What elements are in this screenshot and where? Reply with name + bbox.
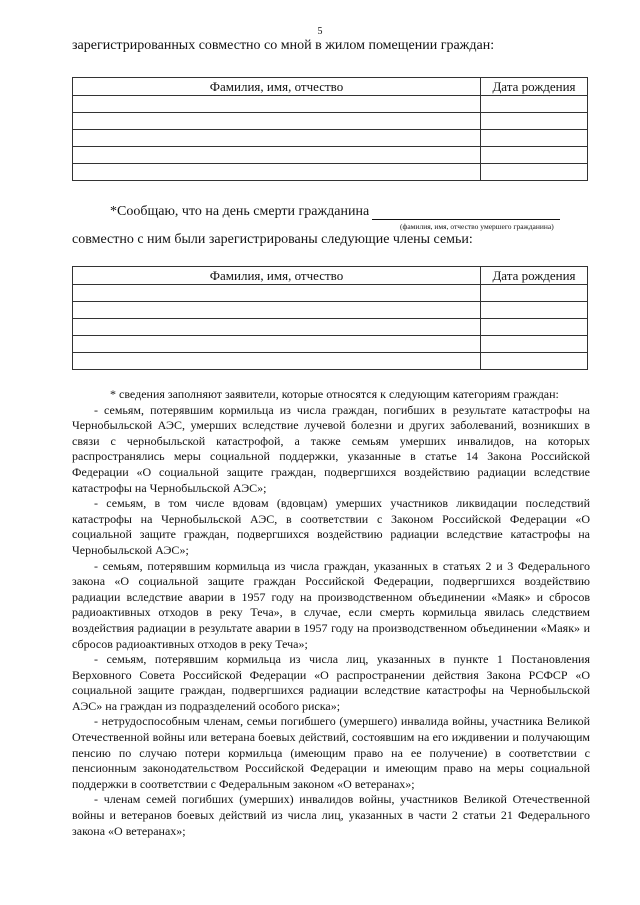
column-header-birthdate: Дата рождения	[481, 267, 588, 285]
note-item: - членам семей погибших (умерших) инвалидов войны, участников Великой Отечественной войны и ветеранов боевых действий из числа лиц, указанных в части 2 статьи 21 Федерального закона «О ветеранах»;	[72, 792, 590, 838]
column-header-name: Фамилия, имя, отчество	[73, 267, 481, 285]
registered-persons-table	[72, 77, 588, 181]
birthdate-cell[interactable]	[481, 147, 588, 164]
birthdate-cell[interactable]	[481, 164, 588, 181]
birthdate-cell[interactable]	[481, 130, 588, 147]
table-row	[73, 113, 588, 130]
birthdate-cell[interactable]	[481, 113, 588, 130]
table-row	[73, 336, 588, 353]
notes-intro: * сведения заполняют заявители, которые относятся к следующим категориям граждан:	[110, 387, 559, 401]
table-row	[73, 147, 588, 164]
birthdate-cell[interactable]	[481, 319, 588, 336]
registered-persons-heading: зарегистрированных совместно со мной в жилом помещении граждан:	[72, 38, 495, 53]
column-header-name: Фамилия, имя, отчество	[73, 78, 481, 96]
page-number: 5	[317, 26, 323, 37]
note-item: - нетрудоспособным членам, семьи погибшего (умершего) инвалида войны, участника Великой Отечественной войны или ветерана боевых действий, состоявшим на его иждивении и получающим пенсию по случаю потери кормильца (имеющим право на ее получение) в соответствии с пенсионным законодательством Российской Федерации и имеющим право на меры социальной поддержки в соответствии с Федеральным законом «О ветеранах»;	[72, 714, 590, 791]
deceased-name-caption: (фамилия, имя, отчество умершего гражданина)	[400, 222, 554, 231]
name-cell[interactable]	[73, 130, 481, 147]
note-item: - семьям, в том числе вдовам (вдовцам) умерших участников ликвидации последствий катастрофы на Чернобыльской АЭС, в соответствии с Законом Российской Федерации «О социальной защите граждан, подвергшихся воздействию радиации вследствие катастрофы на Чернобыльской АЭС»;	[72, 496, 590, 557]
name-cell[interactable]	[73, 113, 481, 130]
note-item: - семьям, потерявшим кормильца из числа граждан, погибших в результате катастрофы на Чернобыльской АЭС, умерших вследствие лучевой болезни и других заболеваний, возникших в связи с чернобыльской катастрофой, а также семьям умерших инвалидов, на которых распространялись меры социальной поддержки, указанные в статье 14 Закона Российской Федерации «О социальной защите граждан, подвергшихся воздействию радиации вследствие катастрофы на Чернобыльской АЭС»;	[72, 402, 590, 495]
name-cell[interactable]	[73, 96, 481, 113]
note-item: - семьям, потерявшим кормильца из числа граждан, указанных в статьях 2 и 3 Федерального закона «О социальной защите граждан Российской Федерации, подвергшихся воздействию радиации вследствие аварии в 1957 году на производственном объединении «Маяк» и сбросов радиоактивных отходов в реку Теча», в случае, если смерть кормильца явилась следствием воздействия радиации в результате аварии в 1957 году на производственном объединении «Маяк» и сбросов радиоактивных отходов в реку Теча»;	[72, 558, 590, 651]
name-cell[interactable]	[73, 164, 481, 181]
deceased-statement	[110, 204, 560, 220]
table-row	[73, 164, 588, 181]
name-cell[interactable]	[73, 285, 481, 302]
birthdate-cell[interactable]	[481, 96, 588, 113]
birthdate-cell[interactable]	[481, 336, 588, 353]
family-members-heading: совместно с ним были зарегистрированы следующие члены семьи:	[72, 232, 473, 247]
table-row	[73, 319, 588, 336]
birthdate-cell[interactable]	[481, 285, 588, 302]
name-cell[interactable]	[73, 336, 481, 353]
table-row	[73, 285, 588, 302]
deceased-name-field[interactable]	[372, 205, 560, 220]
deceased-statement-text: *Сообщаю, что на день смерти гражданина	[110, 204, 370, 219]
table-row	[73, 302, 588, 319]
eligibility-notes	[72, 387, 590, 839]
name-cell[interactable]	[73, 302, 481, 319]
table-header-row	[73, 267, 588, 285]
name-cell[interactable]	[73, 353, 481, 370]
table-row	[73, 130, 588, 147]
birthdate-cell[interactable]	[481, 353, 588, 370]
note-item: - семьям, потерявшим кормильца из числа лиц, указанных в пункте 1 Постановления Верховного Совета Российской Федерации «О распространении действия Закона РСФСР «О социальной защите граждан, подвергшихся радиации вследствие катастрофы на Чернобыльской АЭС» на граждан из подразделений особого риска»;	[72, 652, 590, 713]
family-members-table	[72, 266, 588, 370]
table-row	[73, 353, 588, 370]
table-row	[73, 96, 588, 113]
column-header-birthdate: Дата рождения	[481, 78, 588, 96]
name-cell[interactable]	[73, 147, 481, 164]
name-cell[interactable]	[73, 319, 481, 336]
table-header-row	[73, 78, 588, 96]
birthdate-cell[interactable]	[481, 302, 588, 319]
